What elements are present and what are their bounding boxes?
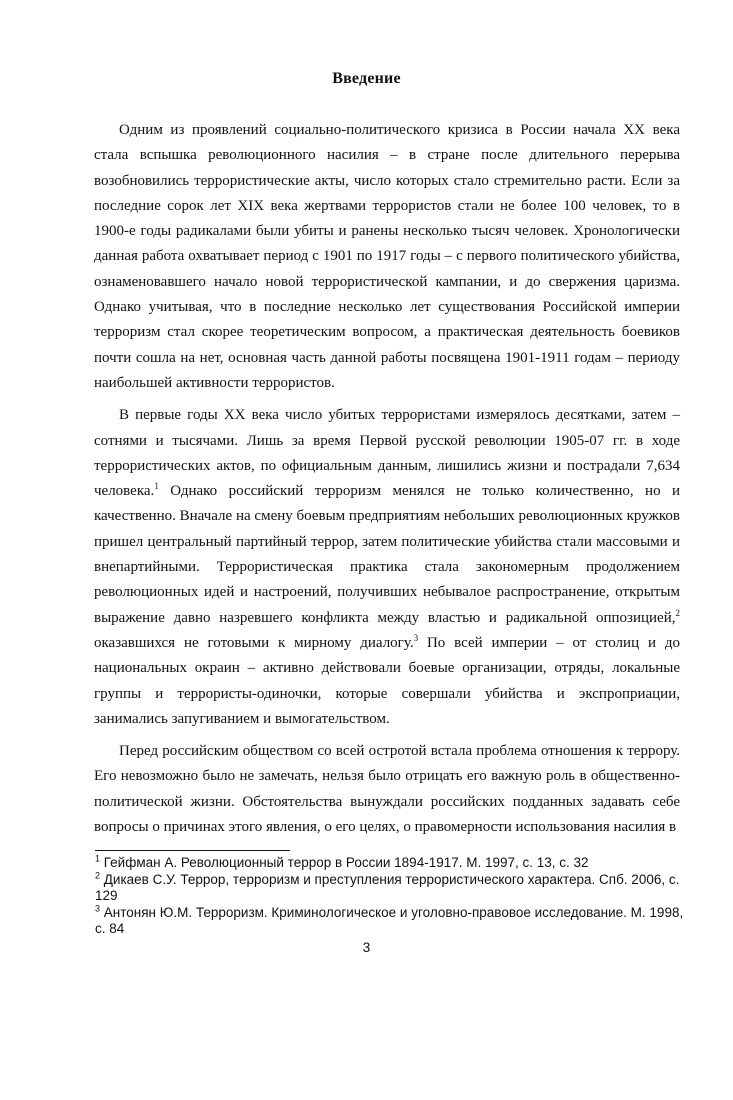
footnote-text: Антонян Ю.М. Терроризм. Криминологическое и уголовно-правовое исследование. М. 1998, с. 84: [95, 904, 684, 936]
footnote-mark: 1: [95, 853, 101, 864]
paragraph-text: Однако российский терроризм менялся не только количественно, но и качественно. Вначале на смену боевым предприятиям небольших революционных кружков пришел центральный партийный террор, затем политические убийства стали массовыми и внепартийными. Террористическая практика стала закономерным продолжением революционных идей и настроений, получивших небывалое распространение, открытым выражение давно назревшего конфликта между властью и радикальной оппозицией,: [94, 483, 680, 626]
page-number: 3: [362, 940, 371, 955]
paragraph-text: оказавшихся не готовыми к мирному диалогу.: [94, 634, 414, 651]
footnote-mark: 2: [95, 870, 101, 880]
paragraph-text: В первые годы XX века число убитых террористами измерялось десятками, затем – сотнями и тысячами. Лишь за время Первой русской революции 1905-07 гг. в ходе террористических актов, по официальным данным, лишились жизни и пострадали 7,634 человека.: [94, 407, 680, 500]
paragraph-3: [94, 739, 680, 840]
footnote-3: [95, 905, 685, 938]
footnote-mark: 3: [95, 903, 101, 913]
paragraph-text: Одним из проявлений социально-политического кризиса в России начала XX века стала вспышка революционного насилия – в стране после длительного перерыва возобновились террористические акты, число которых стало стремительно расти. Если за последние сорок лет XIX века жертвами террористов стали не более 100 человек, то в 1900-е годы радикалами были убиты и ранены несколько тысяч человек. Хронологически данная работа охватывает период с 1901 по 1917 годы – с первого политического убийства, ознаменовавшего начало новой террористической кампании, и до свержения царизма. Однако учитывая, что в последние несколько лет существования Российской империи терроризм стал скорее теоретическим вопросом, а практическая деятельность боевиков почти сошла на нет, основная часть данной работы посвящена 1901-1911 годам – периоду наибольшей активности террористов.: [94, 122, 680, 391]
footnote-1: [95, 855, 685, 872]
paragraph-text: Перед российским обществом со всей остротой встала проблема отношения к террору. Его невозможно было не замечать, нельзя было отрицать его важную роль в общественно-политической жизни. Обстоятельства вынуждали российских подданных задавать себе вопросы о причинах этого явления, о его целях, о правомерности использования насилия в: [94, 743, 680, 836]
footnote-divider: [95, 850, 290, 851]
footnote-ref-2[interactable]: 2: [675, 607, 680, 618]
footnote-2: [95, 872, 685, 905]
page-heading: Введение: [332, 70, 401, 87]
body-text: [94, 118, 680, 847]
footnote-text: Дикаев С.У. Террор, терроризм и преступления террористического характера. Спб. 2006, с. 129: [95, 871, 680, 903]
footnote-ref-3[interactable]: 3: [413, 632, 419, 643]
footnote-text: Гейфман А. Революционный террор в России 1894-1917. М. 1997, с. 13, с. 32: [100, 855, 589, 870]
paragraph-2: [94, 403, 680, 732]
footnotes: [95, 855, 685, 938]
footnote-ref-1[interactable]: 1: [154, 481, 159, 492]
paragraph-1: [94, 118, 680, 396]
paragraph-text: По всей империи – от столиц и до национальных окраин – активно действовали боевые организации, отряды, локальные группы и террористы-одиночки, которые совершали убийства и экспроприации, занимались запугиванием и вымогательством.: [94, 634, 680, 727]
